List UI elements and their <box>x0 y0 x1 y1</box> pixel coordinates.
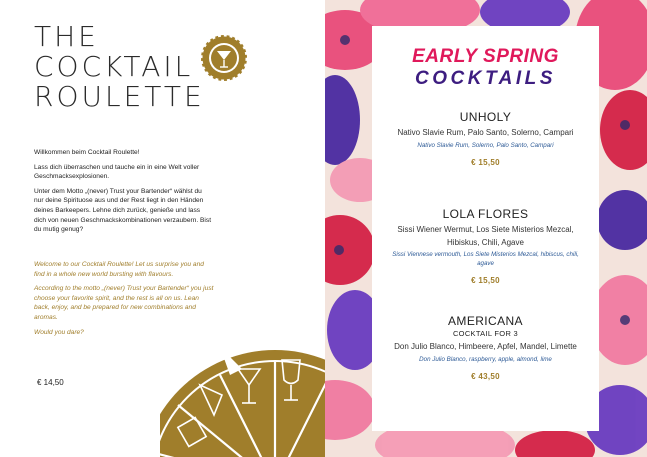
menu-item-unholy <box>372 110 599 167</box>
intro-en-welcome: Welcome to our Cocktail Roulette! Let us surprise you and find in a whole new world bursting with flavours. <box>34 261 204 278</box>
intro-en-dare: Would you dare? <box>34 328 84 336</box>
roulette-wheel-icon <box>160 325 330 457</box>
item-price: € 15,50 <box>471 276 500 286</box>
item-ingredients: Sissi Wiener Wermut, Los Siete Misterios Mezcal, Hibiskus, Chili, Agave <box>397 225 574 247</box>
item-price: € 43,50 <box>471 371 500 381</box>
menu-item-americana <box>372 314 599 381</box>
intro-de-motto: Unter dem Motto „(never) Trust your Bartender“ wählst du nur deine Spirituose aus und der Rest liegt in den Händen deines Barkeepers. Lehne dich zurück, genieße und lass dich von neuen Geschmackskombinationen verzaubern. Bist du mutig genug? <box>34 187 212 234</box>
intro-german <box>34 148 212 240</box>
page-title <box>34 22 205 112</box>
item-ingredients: Nativo Slavie Rum, Palo Santo, Solerno, Campari <box>397 128 574 137</box>
title-line-2: COCKTAIL <box>34 50 194 83</box>
item-ingredients-en: Don Julio Blanco, raspberry, apple, almond, lime <box>419 355 552 363</box>
intro-de-surprise: Lass dich überraschen und tauche ein in eine Welt voller Geschmacksexplosionen. <box>34 163 200 181</box>
title-line-1: THE <box>34 20 99 53</box>
item-price: € 15,50 <box>471 157 500 167</box>
item-name: UNHOLY <box>459 110 512 124</box>
intro-de-welcome: Willkommen beim Cocktail Roulette! <box>34 149 140 156</box>
item-name: LOLA FLORES <box>442 207 529 221</box>
menu-item-lola-flores <box>372 207 599 285</box>
menu-card <box>372 26 599 431</box>
roulette-price: € 14,50 <box>37 378 64 387</box>
menu-header-line1: EARLY SPRING <box>412 46 559 67</box>
menu-header-line2: COCKTAILS <box>415 68 556 89</box>
right-page <box>325 0 647 457</box>
item-name: AMERICANA <box>448 314 523 328</box>
intro-en-motto: According to the motto „(never) Trust your Bartender“ you just choose your favorite spirit, and the rest is all on us. Lean back, enjoy, and be prepared for new combinations and aromas. <box>34 285 214 321</box>
item-ingredients-en: Nativo Slavie Rum, Solerno, Palo Santo, Campari <box>417 141 554 149</box>
item-ingredients-en: Sissi Viennese vermouth, Los Siete Misterios Mezcal, hibiscus, chili, agave <box>392 251 579 268</box>
title-line-3: ROULETTE <box>34 80 205 113</box>
roulette-logo-icon <box>199 33 249 83</box>
item-ingredients: Don Julio Blanco, Himbeere, Apfel, Mandel, Limette <box>394 342 577 351</box>
item-subtitle: COCKTAIL FOR 3 <box>452 329 519 338</box>
